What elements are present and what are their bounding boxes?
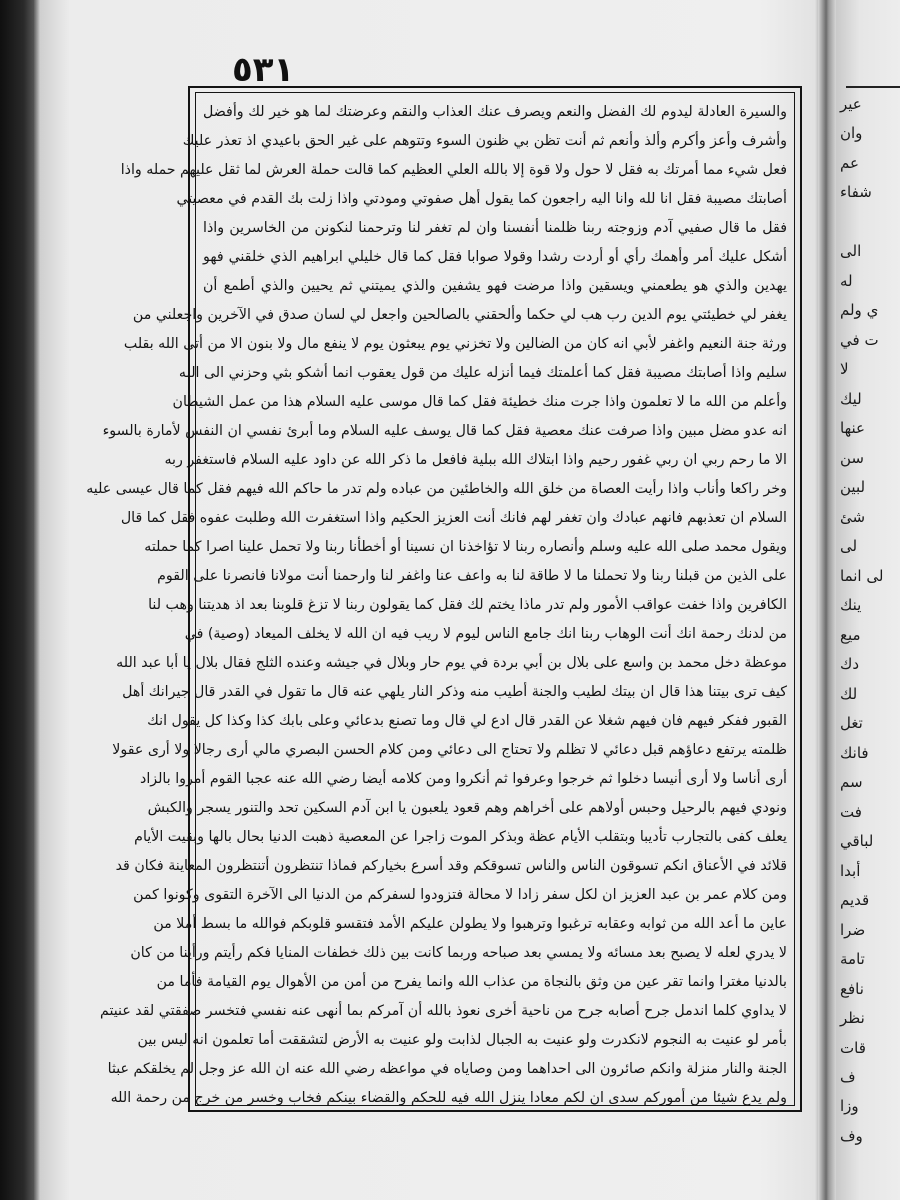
right-page-fragment: ميع: [840, 625, 861, 644]
text-line: فقل ما قال صفيي آدم وزوجته ربنا ظلمنا أنفسنا وان لم تغفر لنا وترحمنا لنكونن من الخاسرين واذا: [203, 220, 787, 236]
text-line: ونودي فيهم بالرحيل وحبس أولاهم على أخراهم وهم قعود يلعبون يا ابن آدم السكين تحد والتنور يسجر والكبش: [147, 800, 787, 816]
right-page-fragment: ينك: [840, 596, 862, 615]
right-page-fragment: عم: [840, 153, 859, 172]
text-line: على الذين من قبلنا ربنا ولا تحملنا ما لا طاقة لنا به واعف عنا واغفر لنا وارحمنا أنت مولانا فانصرنا على القوم: [157, 568, 787, 584]
text-line: القبور ففكر فيهم فان فيهم شغلا عن القدر قال ادع لي قال وما تصنع بدعائي وعلى بابك كذا وكذا كل يقول انك: [147, 713, 787, 729]
right-page-fragment: قديم: [840, 891, 870, 910]
right-page-fragment: قات: [840, 1038, 866, 1057]
text-line: أصابتك مصيبة فقل انا لله وانا اليه راجعون كما يقول أهل صفوتي ومودتي واذا زلت بك القدم في معصيتي: [176, 191, 787, 207]
text-line: يعلف كفى بالتجارب تأديبا وبتقلب الأيام عظة وبذكر الموت زاجرا عن المعصية ذهبت الدنيا بحال بالها وبقيت الأيام: [134, 829, 787, 845]
right-page-fragment: دك: [840, 655, 860, 674]
right-page-fragment: لبين: [840, 478, 866, 497]
right-page-fragment: لا: [840, 360, 849, 379]
right-page-fragment: أبدا: [840, 861, 861, 880]
text-line: لا يداوي كلما اندمل جرح أصابه جرح من ناحية أخرى نعوذ بالله أن آمركم بما أنهى عنه نفسي فتخسر صفقتي لقد عنيتم: [100, 1003, 787, 1019]
right-page-fragment: الى: [840, 242, 862, 261]
right-page-fragment: ي ولم: [840, 301, 879, 320]
book-left-edge: [0, 0, 34, 1200]
right-page-fragment: نظر: [840, 1009, 865, 1028]
right-page-fragment: شئ: [840, 507, 866, 526]
text-line: أرى أناسا ولا أرى أنيسا دخلوا ثم خرجوا وعرفوا ثم أنكروا ومن كلامه أيضا رضي الله عنه عجبا القوم أمروا بالزاد: [140, 771, 787, 787]
text-line: أشكل عليك أمر وأهمك رأي أو أردت رشدا وقولا صوابا فقل كما قال خليلي ابراهيم الذي خلقني فهو: [203, 249, 787, 265]
page-number: ٥٣١: [232, 50, 295, 90]
right-page-fragments: [836, 90, 900, 1150]
right-page-fragment: ضرا: [840, 920, 866, 939]
right-page-fragment: له: [840, 271, 853, 290]
right-page-fragment: شفاء: [840, 183, 872, 202]
text-line: بالدنيا مغترا وانما تقر عين من وثق بالنجاة من عذاب الله وانما يفرح من أمن من الأهوال يوم القيامة فأما من: [156, 974, 787, 990]
book-gutter: [818, 0, 836, 1200]
right-page-fragment: فانك: [840, 743, 869, 762]
right-page-fragment: وزا: [840, 1097, 859, 1116]
text-line: سليم واذا أصابتك مصيبة فقل كما أعلمتك فيما أنزله عليك من قول يعقوب انما أشكو بثي وحزني الى الله: [178, 365, 787, 381]
main-text-block: [86, 98, 787, 1106]
text-line: لا يدري لعله لا يصبح بعد مسائه ولا يمسي بعد صباحه وربما كانت بين ذلك خطفات المنايا فكم رأيتم ورأينا من كان: [130, 945, 787, 961]
right-page-fragment: تامة: [840, 950, 865, 969]
text-line: موعظة دخل محمد بن واسع على بلال بن أبي بردة في يوم حار وبلال في جيشه وعنده الثلج فقال بلال يا أبا عبد الله: [116, 655, 787, 671]
right-page-fragment: لباقي: [840, 832, 874, 851]
right-page-fragment: ف: [840, 1067, 856, 1086]
text-line: من لدنك رحمة انك أنت الوهاب ربنا انك جامع الناس ليوم لا ريب فيه ان الله لا يخلف الميعاد (وصية) في: [184, 626, 787, 642]
right-page-fragment: تغل: [840, 714, 863, 733]
text-line: ومن كلام عمر بن عبد العزيز ان لكل سفر زادا لا محالة فتزودوا لسفركم من الدنيا الى الآخرة التقوى وكونوا كمن: [133, 887, 787, 903]
right-page-fragment: سن: [840, 448, 864, 467]
text-line: فعل شيء مما أمرتك به فقل لا حول ولا قوة إلا بالله العلي العظيم كما قالت حملة العرش لما ثقل عليهم حمله واذا: [120, 162, 787, 178]
right-page-fragment: لى: [840, 537, 858, 556]
text-line: الكافرين واذا خفت عواقب الأمور ولم تدر ماذا يختم لك فقل كما يقولون ربنا لا تزغ قلوبنا بعد اذ هديتنا وهب لنا: [148, 597, 787, 613]
text-line: بأمر لو عنيت به النجوم لانكدرت ولو عنيت به الجبال لذابت ولو عنيت به الأرض لتشققت أما تعلمون انه ليس بين: [137, 1032, 787, 1048]
right-page-frame-line: [846, 86, 900, 88]
text-line: ولم يدع شيئا من أموركم سدى ان لكم معادا ينزل الله فيه للحكم والقضاء بينكم فخاب وخسر من خرج من رحمة الله: [110, 1090, 787, 1106]
text-line: والسيرة العادلة ليدوم لك الفضل والنعم ويصرف عنك العذاب والنقم وعرضتك لما هو خير لك وأفضل: [203, 104, 787, 120]
right-page-fragment: لك: [840, 684, 858, 703]
right-page-fragment: عنها: [840, 419, 865, 438]
text-line: قلائد في الأعناق انكم تسوقون الناس والناس تسوقكم وقد أسرع بخياركم فماذا تنتظرون أتنتظرون المعاينة فكان قد: [115, 858, 787, 874]
right-page-fragment: [836, 208, 900, 236]
text-line: ورثة جنة النعيم واغفر لأبي انه كان من الضالين ولا تخزني يوم يبعثون يوم لا ينفع مال ولا بنون الا من أتى الله بقلب: [123, 336, 787, 352]
right-page-fragment: سم: [840, 773, 863, 792]
right-page-fragment: نافع: [840, 979, 864, 998]
text-line: انه عدو مضل مبين واذا صرفت عنك معصية فقل كما قال يوسف عليه السلام وما أبرئ نفسي ان النفس لأمارة بالسوء: [102, 423, 787, 439]
right-page-fragment: عير: [840, 95, 862, 113]
text-line: ظلمته يرتفع دعاؤهم قبل دعائي لا تظلم ولا تحتاج الى دعائي ومن كلام الحسن البصري مالي أرى رجالا ولا أرى عقولا: [112, 742, 787, 758]
right-page-fragment: ليك: [840, 389, 862, 408]
text-line: يهدين والذي هو يطعمني ويسقين واذا مرضت فهو يشفين والذي يميتني ثم يحيين والذي أطمع أن: [203, 278, 787, 294]
text-line: وأشرف وأعز وأكرم وألذ وأنعم ثم أنت تظن بي ظنون السوء وتتوهم على غير الحق باعيدي اذ تعذر عليك: [182, 133, 787, 149]
right-page-fragment: لى انما: [840, 566, 884, 585]
text-line: وخر راكعا وأناب واذا رأيت العصاة من خلق الله والخاطئين من عباده ولم تدر ما حاكم الله فيهم فقل كما قال عيسى عليه: [86, 481, 787, 497]
right-page-fragment: ت في: [840, 330, 879, 349]
text-line: وأعلم من الله ما لا تعلمون واذا جرت منك خطيئة فقل كما قال موسى عليه السلام هذا من عمل الشيطان: [172, 394, 787, 410]
right-page-fragment: فت: [840, 802, 862, 821]
text-line: ويقول محمد صلى الله عليه وسلم وأنصاره ربنا لا تؤاخذنا ان نسينا أو أخطأنا ربنا ولا تحمل علينا اصرا كما حملته: [144, 539, 787, 555]
text-line: الا ما رحم ربي ان ربي غفور رحيم واذا ابتلاك الله ببلية فافعل ما ذكر الله عن داود عليه السلام فاستغفر ربه: [164, 452, 787, 468]
text-line: السلام ان تعذبهم فانهم عبادك وان تغفر لهم فانك أنت العزيز الحكيم واذا استغفرت الله وطلبت عفوه فقل كما قال: [120, 510, 787, 526]
right-page-fragment: وان: [840, 124, 863, 143]
right-page-fragment: وف: [840, 1126, 863, 1145]
text-line: عاين ما أعد الله من ثوابه وعقابه ترغبوا وترهبوا ولا يطولن عليكم الأمد فتقسو قلوبكم فوالله ما بسط أملا من: [153, 916, 787, 932]
text-line: يغفر لي خطيئتي يوم الدين رب هب لي حكما وألحقني بالصالحين واجعل لي لسان صدق في الآخرين واجعلني من: [132, 307, 787, 323]
text-line: الجنة والنار منزلة وانكم صائرون الى احداهما ومن وصاياه في مواعظه رضي الله عنه ان الله عز وجل لم يخلقكم عبثا: [107, 1061, 787, 1077]
text-line: كيف ترى بيتنا هذا قال ان بيتك لطيب والجنة أطيب منه وذكر النار يلهي عنه قال ما تقول في القدر قال جيرانك أهل: [122, 684, 787, 700]
